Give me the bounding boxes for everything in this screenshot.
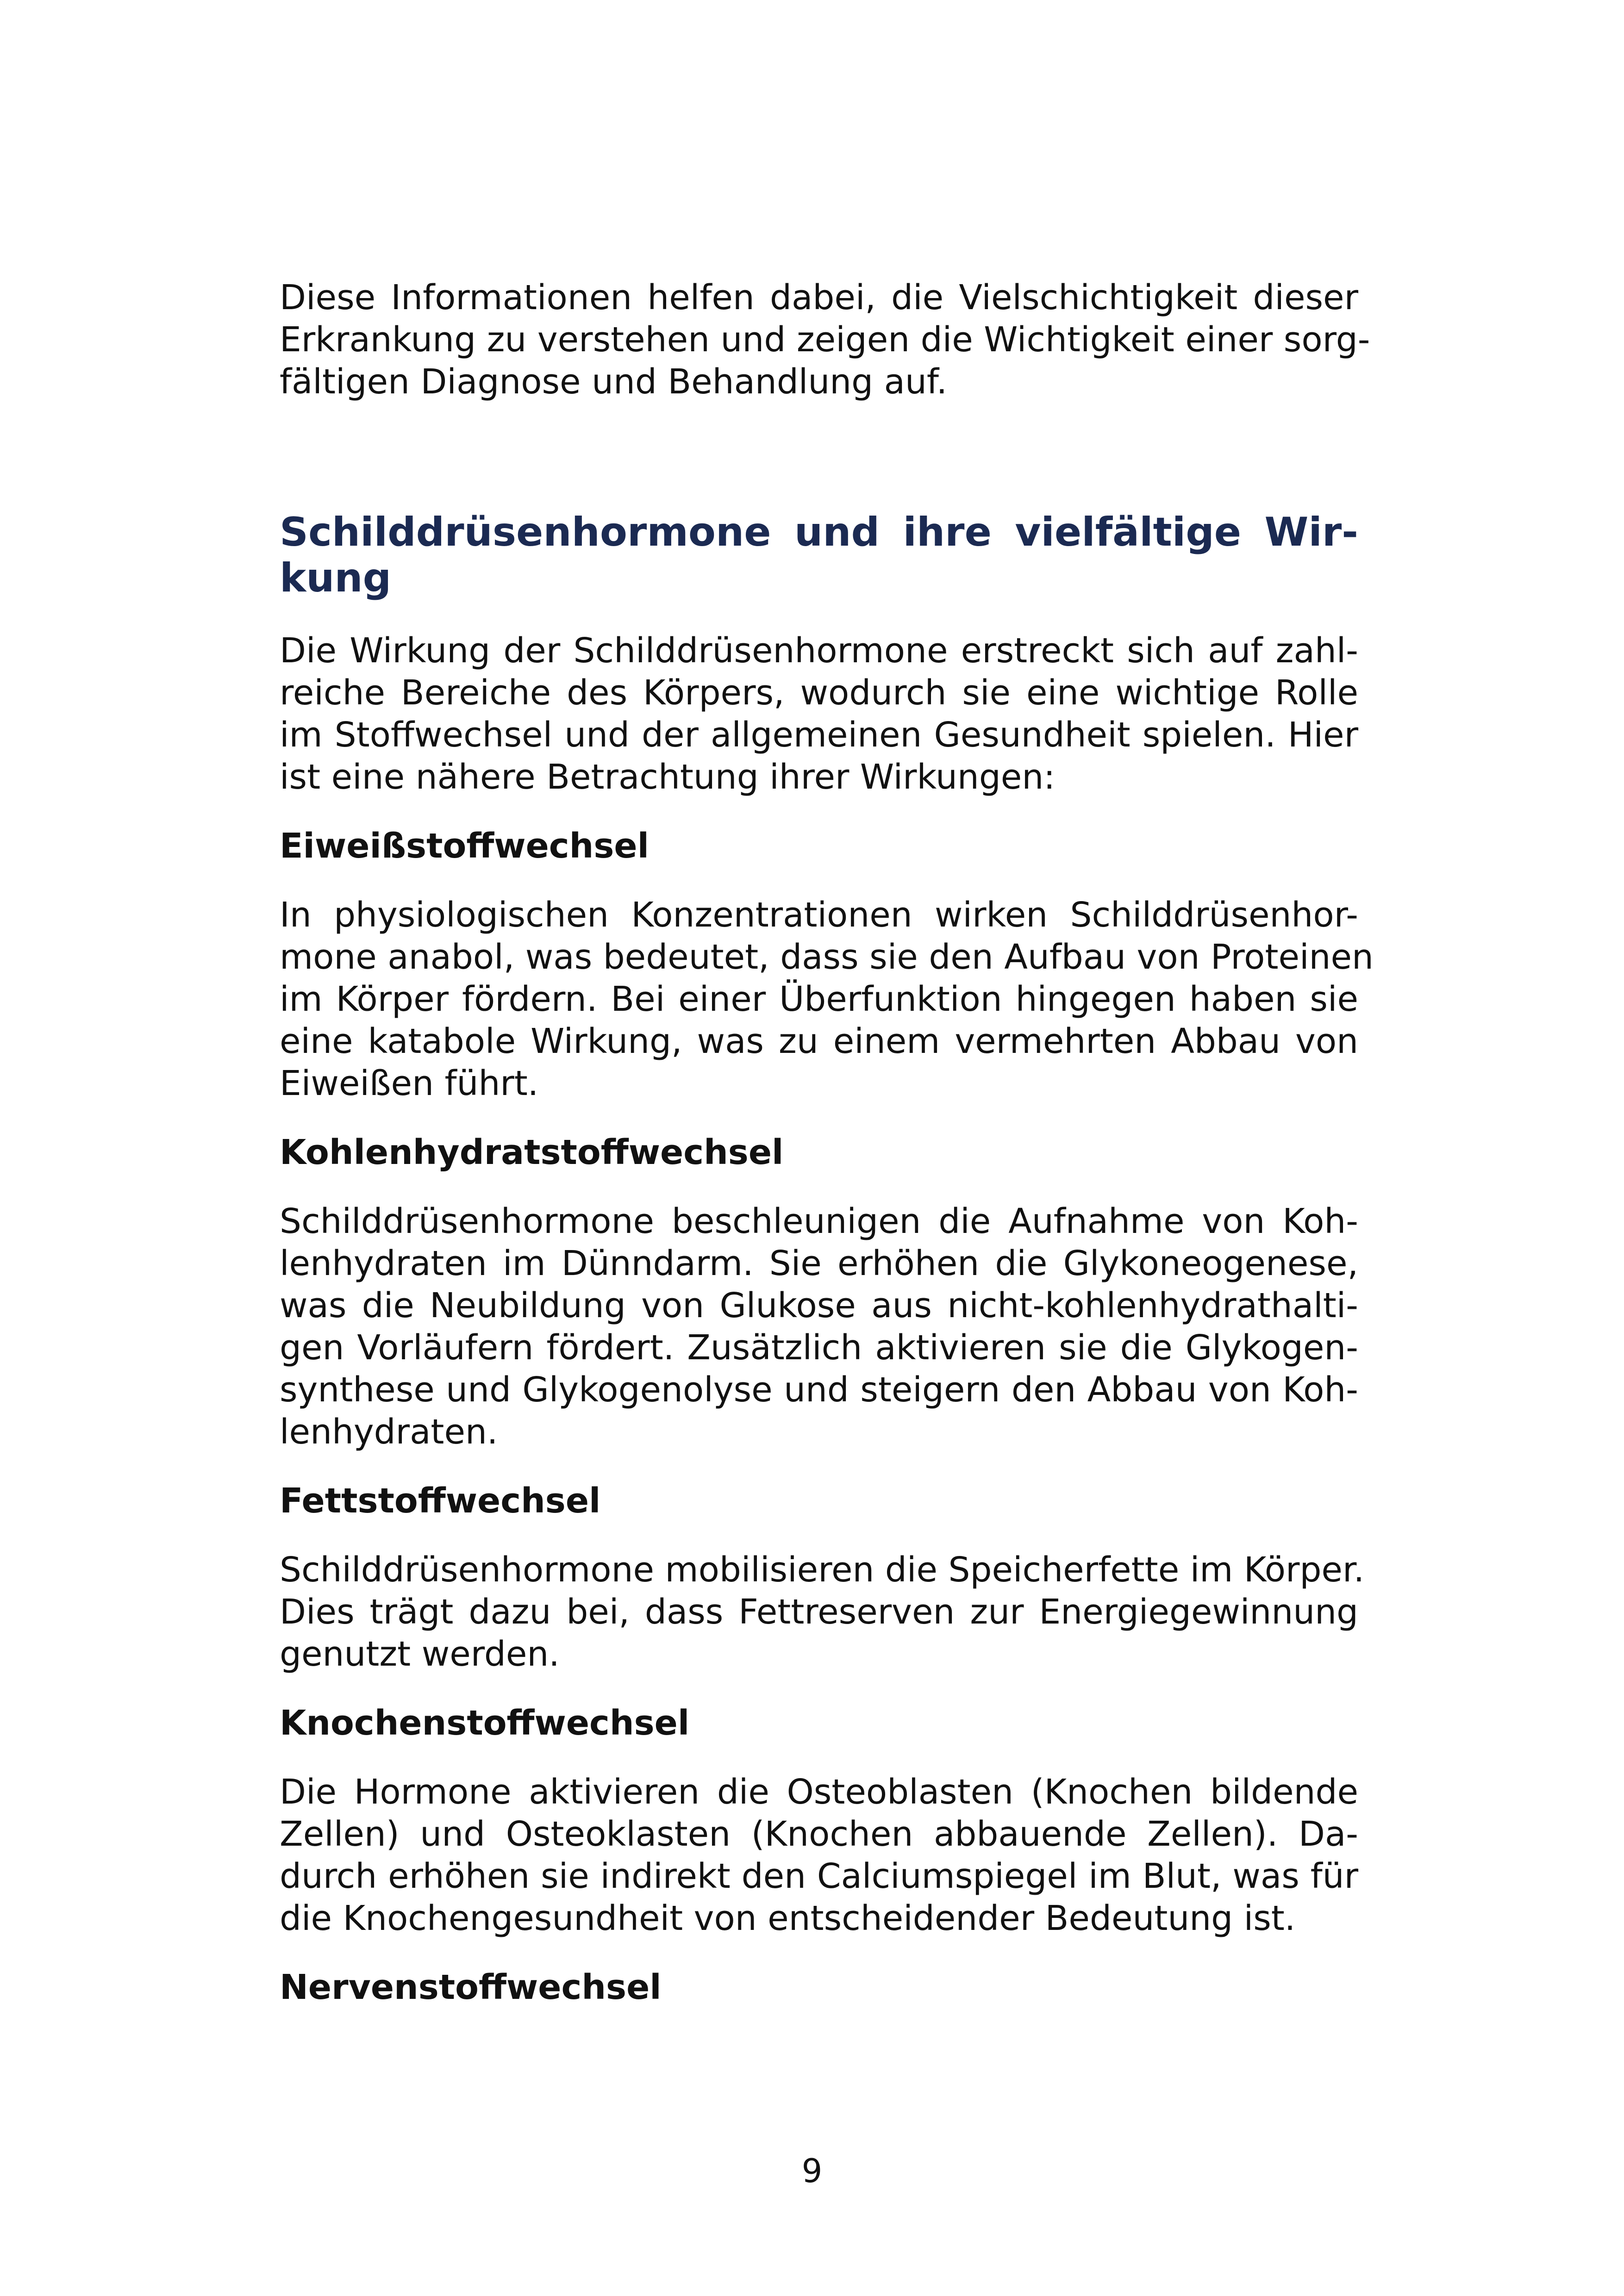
section-intro-paragraph xyxy=(280,630,1358,798)
text-line: Erkrankung zu verstehen und zeigen die Wichtigkeit einer sorg- xyxy=(280,320,1370,360)
page-content xyxy=(280,277,1374,2009)
section-heading xyxy=(280,510,1358,601)
subsection-heading-eiweiss: Eiweißstoffwechsel xyxy=(280,826,649,866)
paragraph-knochen xyxy=(280,1771,1358,1940)
text-line: synthese und Glykogenolyse und steigern den Abbau von Koh- xyxy=(280,1370,1358,1410)
spacer xyxy=(280,403,1358,510)
text-line: lenhydraten. xyxy=(280,1412,498,1452)
spacer xyxy=(280,867,1358,894)
text-line: Dies trägt dazu bei, dass Fettreserven zur Energiegewinnung xyxy=(280,1592,1358,1632)
text-line: mone anabol, was bedeutet, dass sie den Aufbau von Proteinen xyxy=(280,937,1374,977)
text-line: Die Wirkung der Schilddrüsenhormone erstreckt sich auf zahl- xyxy=(280,631,1358,671)
text-line: eine katabole Wirkung, was zu einem vermehrten Abbau von xyxy=(280,1021,1358,1061)
spacer xyxy=(280,1675,1358,1702)
spacer xyxy=(280,1174,1358,1201)
text-line: im Körper fördern. Bei einer Überfunktion hingegen haben sie xyxy=(280,979,1358,1019)
text-line: durch erhöhen sie indirekt den Calciumspiegel im Blut, was für xyxy=(280,1856,1358,1896)
subsection-heading-nerven: Nervenstoffwechsel xyxy=(280,1967,662,2007)
text-line: gen Vorläufern fördert. Zusätzlich aktivieren sie die Glykogen- xyxy=(280,1328,1358,1368)
text-line: Schilddrüsenhormone beschleunigen die Aufnahme von Koh- xyxy=(280,1201,1358,1241)
text-line: was die Neubildung von Glukose aus nicht-kohlenhydrathalti- xyxy=(280,1286,1358,1325)
text-line: Diese Informationen helfen dabei, die Vielschichtigkeit dieser xyxy=(280,278,1358,317)
text-line: Eiweißen führt. xyxy=(280,1064,539,1103)
text-line: genutzt werden. xyxy=(280,1634,560,1674)
spacer xyxy=(280,1940,1358,1966)
spacer xyxy=(280,1453,1358,1480)
text-line: im Stoffwechsel und der allgemeinen Gesundheit spielen. Hier xyxy=(280,715,1358,755)
text-line: Zellen) und Osteoklasten (Knochen abbauende Zellen). Da- xyxy=(280,1814,1358,1854)
spacer xyxy=(280,1522,1358,1549)
paragraph-eiweiss xyxy=(280,894,1374,1105)
paragraph-fett xyxy=(280,1549,1365,1675)
text-line: Die Hormone aktivieren die Osteoblasten (Knochen bildende xyxy=(280,1772,1358,1812)
text-line: Schilddrüsenhormone mobilisieren die Speicherfette im Körper. xyxy=(280,1550,1365,1590)
spacer xyxy=(280,798,1358,825)
spacer xyxy=(280,1105,1358,1132)
text-line: die Knochengesundheit von entscheidender Bedeutung ist. xyxy=(280,1898,1296,1938)
subsection-heading-knochen: Knochenstoffwechsel xyxy=(280,1703,690,1743)
text-line: fältigen Diagnose und Behandlung auf. xyxy=(280,362,948,402)
heading-line: Schilddrüsenhormone und ihre vielfältige Wir- xyxy=(280,509,1358,555)
subsection-heading-kohlenhydrat: Kohlenhydratstoffwechsel xyxy=(280,1132,784,1172)
intro-paragraph xyxy=(280,277,1370,403)
spacer xyxy=(280,601,1358,630)
text-line: In physiologischen Konzentrationen wirken Schilddrüsenhor- xyxy=(280,895,1358,935)
text-line: reiche Bereiche des Körpers, wodurch sie eine wichtige Rolle xyxy=(280,673,1358,713)
paragraph-kohlenhydrat xyxy=(280,1201,1358,1453)
heading-line: kung xyxy=(280,555,392,601)
text-line: ist eine nähere Betrachtung ihrer Wirkungen: xyxy=(280,757,1056,797)
text-line: lenhydraten im Dünndarm. Sie erhöhen die Glykoneogenese, xyxy=(280,1244,1358,1283)
spacer xyxy=(280,1744,1358,1771)
subsection-heading-fett: Fettstoffwechsel xyxy=(280,1481,601,1521)
page-number: 9 xyxy=(801,2152,823,2190)
